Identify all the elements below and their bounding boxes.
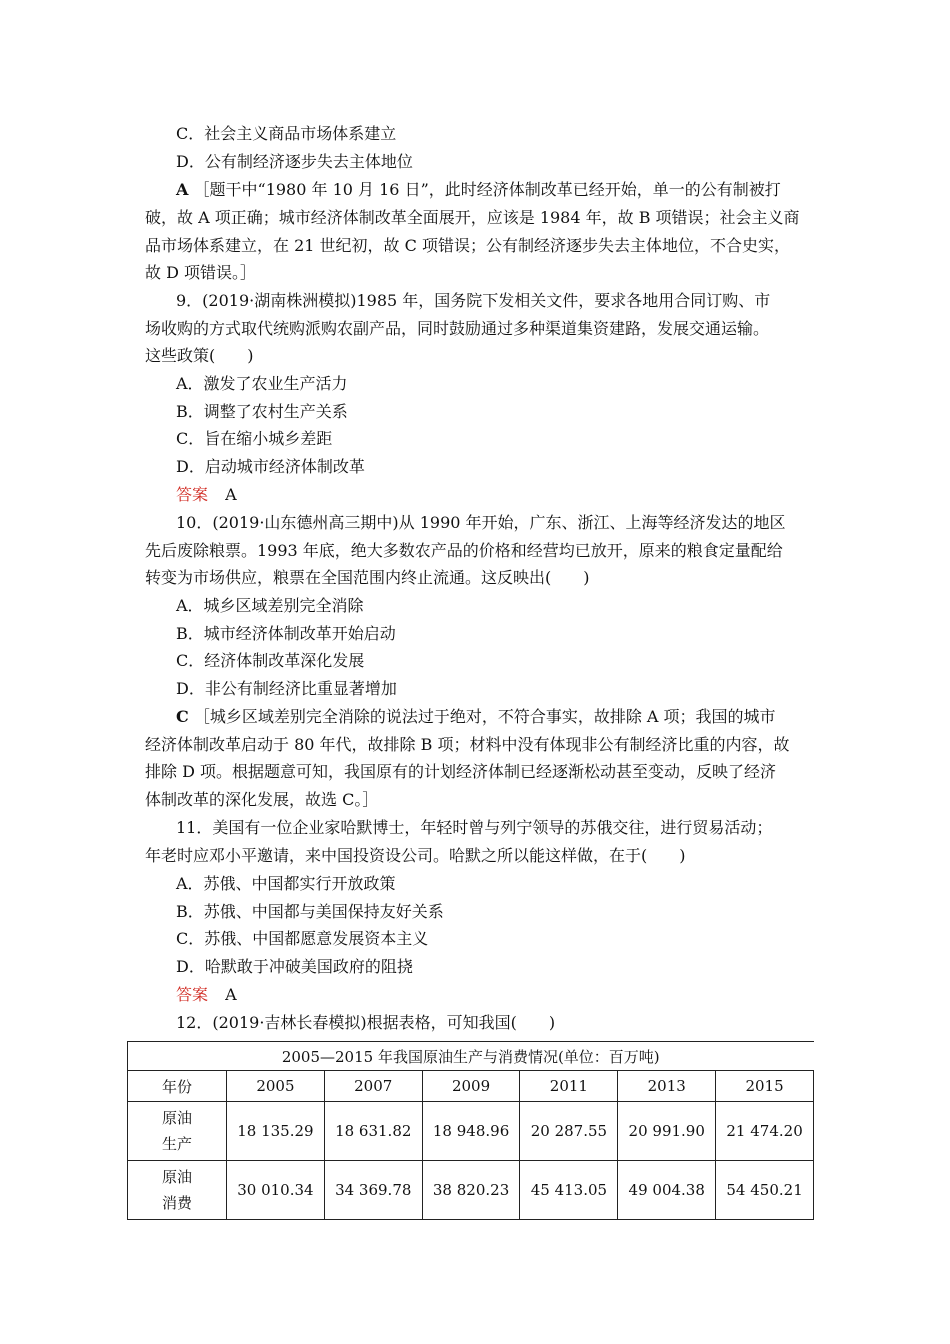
table-cell: 30 010.34 <box>227 1161 325 1220</box>
table-header-label: 年份 <box>128 1071 227 1102</box>
q9-option-d: D．启动城市经济体制改革 <box>176 457 365 476</box>
q11-stem-line-1: 11．美国有一位企业家哈默博士，年轻时曾与列宁领导的苏俄交往，进行贸易活动； <box>176 818 773 837</box>
table-header-year: 2005 <box>227 1071 325 1102</box>
q10-explanation-line-1 <box>176 707 856 727</box>
q9-answer <box>176 485 856 505</box>
q10-explanation-line-3: 排除 D 项。根据题意可知，我国原有的计划经济体制已经逐渐松动甚至变动，反映了经济 <box>145 762 777 781</box>
table-cell: 18 948.96 <box>422 1102 520 1161</box>
table-cell: 18 631.82 <box>324 1102 422 1161</box>
table-caption-row <box>128 1042 814 1071</box>
q8-explanation-text-1: ［题干中“1980 年 10 月 16 日”，此时经济体制改革已经开始，单一的公有制被打 <box>193 180 781 199</box>
q9-stem-line-3: 这些政策( ) <box>145 346 254 365</box>
q11-answer <box>176 985 856 1005</box>
table-cell: 38 820.23 <box>422 1161 520 1220</box>
q12-stem: 12．(2019·吉林长春模拟)根据表格，可知我国( ) <box>176 1013 556 1032</box>
table-header-year: 2007 <box>324 1071 422 1102</box>
q10-stem-line-3: 转变为市场供应，粮票在全国范围内终止流通。这反映出( ) <box>145 568 590 587</box>
q10-option-d: D．非公有制经济比重显著增加 <box>176 679 397 698</box>
row-label-line-2: 生产 <box>161 1135 192 1153</box>
row-label <box>128 1161 227 1220</box>
table-row <box>128 1102 814 1161</box>
row-label-line-1: 原油 <box>161 1109 192 1127</box>
q8-explanation-line-1 <box>176 180 856 200</box>
table-header-year: 2009 <box>422 1071 520 1102</box>
q11-answer-value: A <box>225 985 237 1004</box>
table-header-year: 2013 <box>618 1071 716 1102</box>
table-cell: 21 474.20 <box>716 1102 814 1161</box>
q8-answer-letter: A <box>176 180 189 199</box>
table-header-row <box>128 1071 814 1102</box>
table-cell: 34 369.78 <box>324 1161 422 1220</box>
q10-explanation-line-4: 体制改革的深化发展，故选 C。］ <box>145 790 379 809</box>
q10-stem-line-1: 10．(2019·山东德州高三期中)从 1990 年开始，广东、浙江、上海等经济发达的地区 <box>176 513 786 532</box>
q10-option-c: C．经济体制改革深化发展 <box>176 651 365 670</box>
q11-option-d: D．哈默敢于冲破美国政府的阻挠 <box>176 957 413 976</box>
table-row <box>128 1161 814 1220</box>
table-header-year: 2015 <box>716 1071 814 1102</box>
q9-stem-line-1: 9．(2019·湖南株洲模拟)1985 年，国务院下发相关文件，要求各地用合同订购、市 <box>176 291 771 310</box>
row-label-line-1: 原油 <box>161 1168 192 1186</box>
q11-stem-line-2: 年老时应邓小平邀请，来中国投资设公司。哈默之所以能这样做，在于( ) <box>145 846 686 865</box>
table-cell: 45 413.05 <box>520 1161 618 1220</box>
q11-option-a: A．苏俄、中国都实行开放政策 <box>176 874 396 893</box>
q10-option-b: B．城市经济体制改革开始启动 <box>176 624 396 643</box>
oil-data-table <box>127 1041 814 1220</box>
table-cell: 49 004.38 <box>618 1161 716 1220</box>
table-cell: 54 450.21 <box>716 1161 814 1220</box>
row-label <box>128 1102 227 1161</box>
q8-explanation-line-3: 品市场体系建立，在 21 世纪初，故 C 项错误；公有制经济逐步失去主体地位，不合史实， <box>145 236 790 255</box>
q9-answer-label: 答案 <box>176 485 209 504</box>
q10-stem-line-2: 先后废除粮票。1993 年底，绝大多数农产品的价格和经营均已放开，原来的粮食定量配给 <box>145 541 783 560</box>
q10-explanation-text-1: ［城乡区域差别完全消除的说法过于绝对，不符合事实，故排除 A 项；我国的城市 <box>193 707 776 726</box>
q9-stem-line-2: 场收购的方式取代统购派购农副产品，同时鼓励通过多种渠道集资建路，发展交通运输。 <box>145 319 770 338</box>
table-cell: 20 991.90 <box>618 1102 716 1161</box>
q8-option-c: C．社会主义商品市场体系建立 <box>176 124 397 143</box>
table-cell: 20 287.55 <box>520 1102 618 1161</box>
row-label-line-2: 消费 <box>161 1194 192 1212</box>
q8-explanation-line-2: 破，故 A 项正确；城市经济体制改革全面展开，应该是 1984 年，故 B 项错误；社会主义商 <box>145 208 800 227</box>
q9-answer-value: A <box>225 485 237 504</box>
table-cell: 18 135.29 <box>227 1102 325 1161</box>
table-caption: 2005—2015 年我国原油生产与消费情况(单位：百万吨) <box>128 1042 814 1071</box>
q8-explanation-line-4: 故 D 项错误。］ <box>145 263 257 282</box>
q9-option-a: A．激发了农业生产活力 <box>176 374 348 393</box>
table-header-year: 2011 <box>520 1071 618 1102</box>
q10-answer-letter: C <box>176 707 189 726</box>
q11-answer-label: 答案 <box>176 985 209 1004</box>
q10-explanation-line-2: 经济体制改革启动于 80 年代，故排除 B 项；材料中没有体现非公有制经济比重的内容，故 <box>145 735 790 754</box>
q10-option-a: A．城乡区域差别完全消除 <box>176 596 364 615</box>
q9-option-b: B．调整了农村生产关系 <box>176 402 348 421</box>
q9-option-c: C．旨在缩小城乡差距 <box>176 429 333 448</box>
q11-option-b: B．苏俄、中国都与美国保持友好关系 <box>176 902 444 921</box>
q8-option-d: D．公有制经济逐步失去主体地位 <box>176 152 413 171</box>
q11-option-c: C．苏俄、中国都愿意发展资本主义 <box>176 929 429 948</box>
